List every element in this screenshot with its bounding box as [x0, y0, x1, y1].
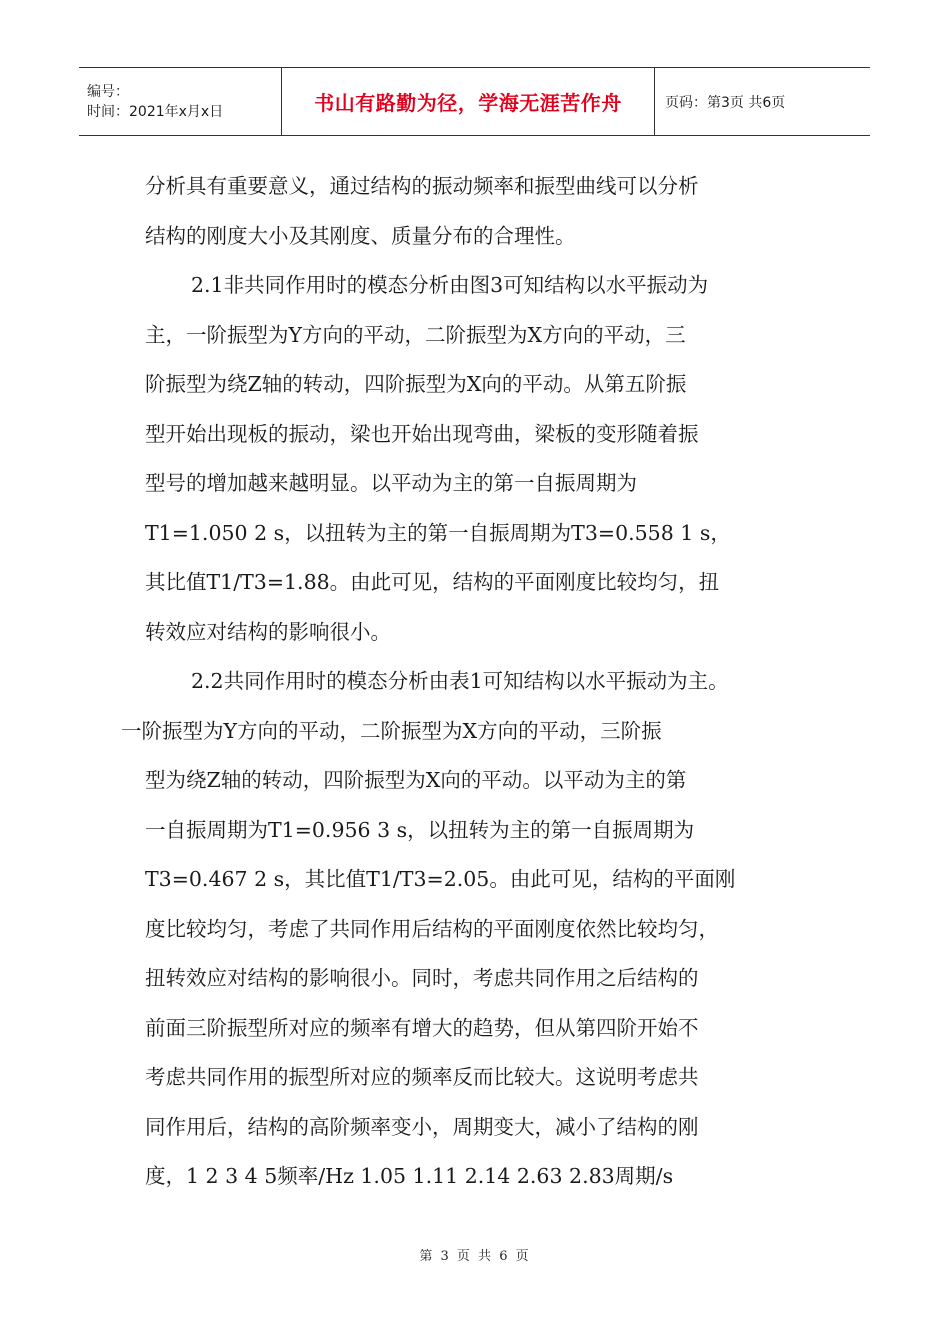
text-line: 扭转效应对结构的影响很小。同时，考虑共同作用之后结构的	[145, 966, 699, 990]
text-line: 其比值T1/T3=1.88。由此可见，结构的平面刚度比较均匀，扭	[145, 570, 720, 594]
text-line: 型开始出现板的振动，梁也开始出现弯曲，梁板的变形随着振	[145, 421, 699, 446]
header-page-cell	[655, 68, 870, 135]
page-footer: 第 3 页 共 6 页	[419, 1249, 531, 1264]
text-line: 转效应对结构的影响很小。	[145, 619, 391, 644]
text-line: T3=0.467 2 s，其比值T1/T3=2.05。由此可见，结构的平面刚	[145, 867, 736, 891]
page-header	[79, 67, 870, 136]
text-line: 型号的增加越来越明显。以平动为主的第一自振周期为	[145, 471, 637, 495]
text-line: 阶振型为绕Z轴的转动，四阶振型为X向的平动。从第五阶振	[145, 372, 687, 396]
text-line: 同作用后，结构的高阶频率变小，周期变大，减小了结构的刚	[145, 1114, 699, 1139]
motto: 书山有路勤为径，学海无涯苦作舟	[314, 91, 622, 115]
text-line: 一阶振型为Y方向的平动，二阶振型为X方向的平动，三阶振	[121, 718, 662, 743]
text-line: 分析具有重要意义，通过结构的振动频率和振型曲线可以分析	[145, 174, 699, 198]
text-line: 主，一阶振型为Y方向的平动，二阶振型为X方向的平动，三	[145, 322, 686, 347]
text-line: 考虑共同作用的振型所对应的频率反而比较大。这说明考虑共	[145, 1065, 699, 1089]
header-motto-cell	[282, 68, 655, 135]
time-label: 时间：2021年x月x日	[87, 103, 224, 120]
text-line: 结构的刚度大小及其刚度、质量分布的合理性。	[145, 223, 576, 248]
page-info: 页码：第3页 共6页	[665, 94, 786, 111]
section-2-2-heading-line: 2.2共同作用时的模态分析由表1可知结构以水平振动为主。	[191, 669, 729, 693]
section-2-1-heading-line: 2.1非共同作用时的模态分析由图3可知结构以水平振动为	[191, 273, 709, 297]
text-line: 度比较均匀，考虑了共同作用后结构的平面刚度依然比较均匀，	[145, 916, 719, 941]
text-line: T1=1.050 2 s，以扭转为主的第一自振周期为T3=0.558 1 s，	[145, 520, 731, 545]
text-line: 度，1 2 3 4 5频率/Hz 1.05 1.11 2.14 2.63 2.83周期/s	[145, 1164, 674, 1188]
number-label: 编号：	[87, 83, 129, 100]
text-line: 型为绕Z轴的转动，四阶振型为X向的平动。以平动为主的第	[145, 768, 687, 792]
text-line: 一自振周期为T1=0.956 3 s，以扭转为主的第一自振周期为	[145, 817, 695, 842]
header-meta	[79, 68, 282, 135]
text-line: 前面三阶振型所对应的频率有增大的趋势，但从第四阶开始不	[145, 1015, 699, 1040]
document-body	[121, 162, 825, 1202]
